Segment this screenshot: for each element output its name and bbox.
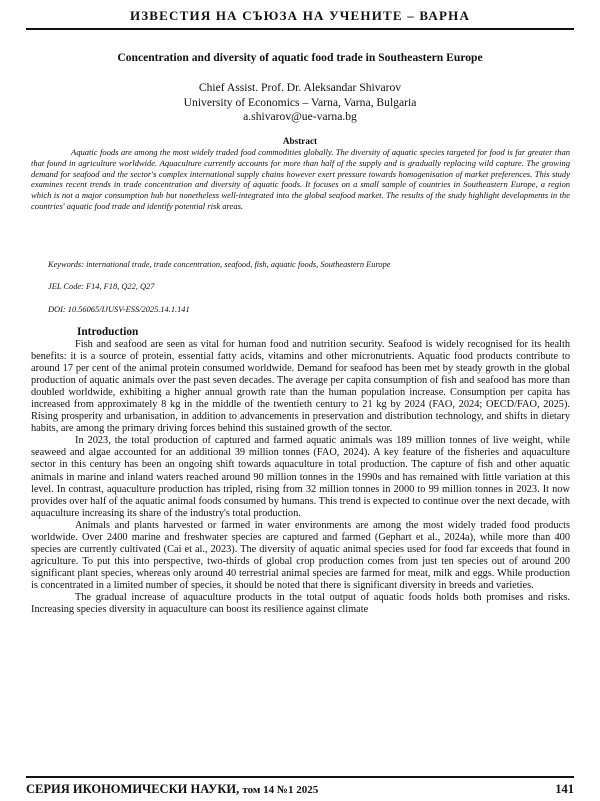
footer-series: СЕРИЯ ИКОНОМИЧЕСКИ НАУКИ, xyxy=(26,782,240,796)
page-number: 141 xyxy=(555,782,574,796)
section-heading-introduction: Introduction xyxy=(77,326,139,338)
abstract-heading: Abstract xyxy=(282,136,318,146)
body-paragraph: Animals and plants harvested or farmed in water environments are among the most widely traded food products worldwide. Over 2400 marine and freshwater species are captured and farmed (Gephart et al., 2024a), while more than 400 species are currently cultivated (Cai et al., 2023). The diversity of aquatic animal species used for food far exceeds that found in agriculture. To put this into perspective, two-thirds of global crop production comes from just ten species out of around 200 significant plant species, whereas only around 40 terrestrial animal species are farmed for meat, milk and eggs. While production is concentrated in a limited number of species, it should be noted that there is significant diversity in breeds and varieties. xyxy=(31,519,570,591)
article-title: Concentration and diversity of aquatic food trade in Southeastern Europe xyxy=(117,51,483,64)
author-email: a.shivarov@ue-varna.bg xyxy=(243,110,357,123)
footer-volume: том 14 №1 2025 xyxy=(242,784,319,796)
abstract xyxy=(31,147,570,212)
doi: DOI: 10.56065/IJUSV-ESS/2025.14.1.141 xyxy=(48,305,190,314)
jel-code: JEL Code: F14, F18, Q22, Q27 xyxy=(48,282,155,291)
author-name: Chief Assist. Prof. Dr. Aleksandar Shivarov xyxy=(198,81,402,94)
footer-series-info xyxy=(26,778,318,801)
author-block xyxy=(30,81,570,125)
body-paragraph: Fish and seafood are seen as vital for human food and nutrition security. Seafood is widely recognised for its health benefits: it is a source of protein, essential fatty acids, vitamins and other micronutrients. Aquatic food products contribute to around 17 per cent of the animal protein consumed worldwide. Demand for seafood has been met by steady growth in the global production of aquatic animals over the past seven decades. The average per capita consumption of fish and seafood has more than doubled worldwide, exhibiting a higher annual growth rate than the human population increase. Consumption per capita has increased from approximately 8 kg in the middle of the twentieth century to 21 kg by 2024 (FAO, 2024; OECD/FAO, 2025). Rising prosperity and urbanisation, in addition to advancements in preservation and distribution technology, and shifts in dietary habits, are among the primary driving forces behind this sustained growth of the sector. xyxy=(31,339,570,435)
abstract-text: Aquatic foods are among the most widely traded food commodities globally. The diversity of aquatic species targeted for food is far greater than that found in agriculture worldwide. Aquaculture currently accounts for more than half of the supply and is gradually replacing wild capture. The growing demand for seafood and the sector's complex international supply chains however exert pressure towards homogenisation of market preferences. This study examines recent trends in trade concentration and diversity of aquatic foods. It focuses on a small sample of countries in Southeastern Europe, a region which is not a major consumption hub but nonetheless well-integrated into the global seafood market. The results of the study highlight developments in the countries' aquatic food trade and identify potential risk areas. xyxy=(31,147,570,211)
keywords: Keywords: international trade, trade concentration, seafood, fish, aquatic foods, Southeastern Europe xyxy=(48,260,391,269)
body-paragraph: In 2023, the total production of captured and farmed aquatic animals was 189 million tonnes of live weight, while seaweed and algae accounted for an additional 39 million tonnes (FAO, 2024). A key feature of the fisheries and aquaculture sector in this century has been an ongoing shift towards aquaculture in total production. The capture of fish and other aquatic animals in marine and inland waters reached around 90 million tonnes in the 1990s and has remained with little variation at this level. In contrast, aquaculture production has tripled, rising from 32 million tonnes in 2000 to 99 million tonnes in 2023. It now provides over half of the aquatic animal foods consumed by humans. This trend is expected to continue over the next decade, with aquaculture increasing its share of the industry's total production. xyxy=(31,435,570,519)
author-affiliation: University of Economics – Varna, Varna, Bulgaria xyxy=(183,95,417,109)
article-body xyxy=(31,339,570,616)
journal-running-foot xyxy=(26,776,574,800)
body-paragraph: The gradual increase of aquaculture products in the total output of aquatic foods holds both promises and risks. Increasing species diversity in aquaculture can boost its resilience against climate xyxy=(31,591,570,616)
journal-running-head: ИЗВЕСТИЯ НА СЪЮЗА НА УЧЕНИТЕ – ВАРНА xyxy=(26,6,574,30)
